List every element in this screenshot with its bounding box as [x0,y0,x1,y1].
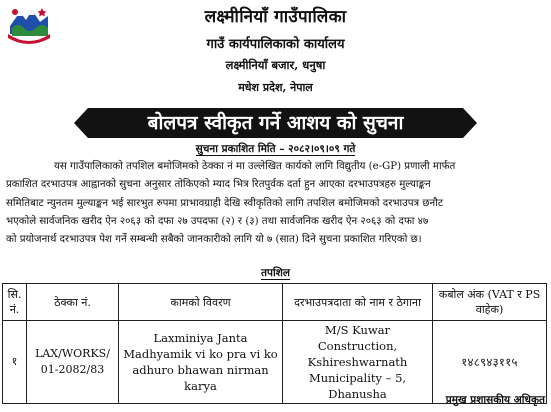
cell-amount: १४८९४३११५ [433,321,547,404]
annex-title: तपशिल [261,267,290,279]
signatory-title: प्रमुख प्रशासकीय अधिकृत [445,394,545,406]
cell-serial: १ [3,321,27,404]
municipality-name: लक्ष्मीनियाँ गाउँपालिका [204,7,347,27]
table-row [3,321,547,404]
cell-contract-no: LAX/WORKS/ 01-2082/83 [27,321,119,404]
office-address: लक्ष्मीनियाँ बजार, धनुषा [225,58,326,72]
annex-heading [0,266,551,280]
province-line: मधेश प्रदेश, नेपाल [238,81,313,94]
notice-body-line: भएकोले सार्वजनिक खरीद ऐन २०६३ को दफा २७ उपदफा (२) र (३) तथा सार्वजनिक खरीद ऐन २०६३ को दफा ४७ [6,215,429,227]
published-date [0,142,551,156]
bid-table [2,283,547,404]
notice-title-banner [74,108,477,138]
notice-body-line: को प्रयोजनार्थ दरभाउपत्र पेश गर्ने सम्बन्धी सबैको जानकारीको लागि यो ७ (सात) दिने सुचना प्रकाशित गरिएको छ। [6,234,422,246]
notice-body [6,158,545,249]
table-header-row [3,284,547,321]
col-header-amount: कबोल अंक (VAT र PS वाहेक) [433,284,547,321]
col-header-description: कामको विवरण [119,284,283,321]
col-header-serial: सि. नं. [3,284,27,321]
office-name: गाउँ कार्यपालिकाको कार्यालय [206,37,345,52]
notice-body-line: यस गाउँपालिकाको तपशिल बमोजिमको ठेक्का नं मा उल्लेखित कार्यको लागि विद्युतीय (e-GP) प्रणाली मार्फत [54,161,456,172]
published-date-text: सुचना प्रकाशित मिति – २०८२।०९।०९ गते [195,143,356,155]
col-header-contract-no: ठेक्का नं. [27,284,119,321]
cell-bidder: M/S Kuwar Construction, Kshireshwarnath Municipality – 5, Dhanusha [283,321,433,404]
col-header-bidder: दरभाउपत्रदाता को नाम र ठेगाना [283,284,433,321]
notice-title: बोलपत्र स्वीकृत गर्ने आशय को सुचना [147,112,404,134]
notice-body-line: प्रकाशित दरभाउपत्र आह्वानको सुचना अनुसार तोकिएको म्याद भित्र रितपुर्वक दर्ता हुन आएका दरभाउपत्रहरु मुल्याङ्कन [6,179,431,191]
cell-description: Laxminiya Janta Madhyamik vi ko pra vi ko adhuro bhawan nirman karya [119,321,283,404]
notice-body-line: समितिबाट न्युनतम मुल्याङ्कन भई सारभुत रुपमा प्राभावग्राही देखि स्वीकृतिको लागि तपशिल बमोजिमको दरभाउपत्र छनौट [6,197,443,209]
